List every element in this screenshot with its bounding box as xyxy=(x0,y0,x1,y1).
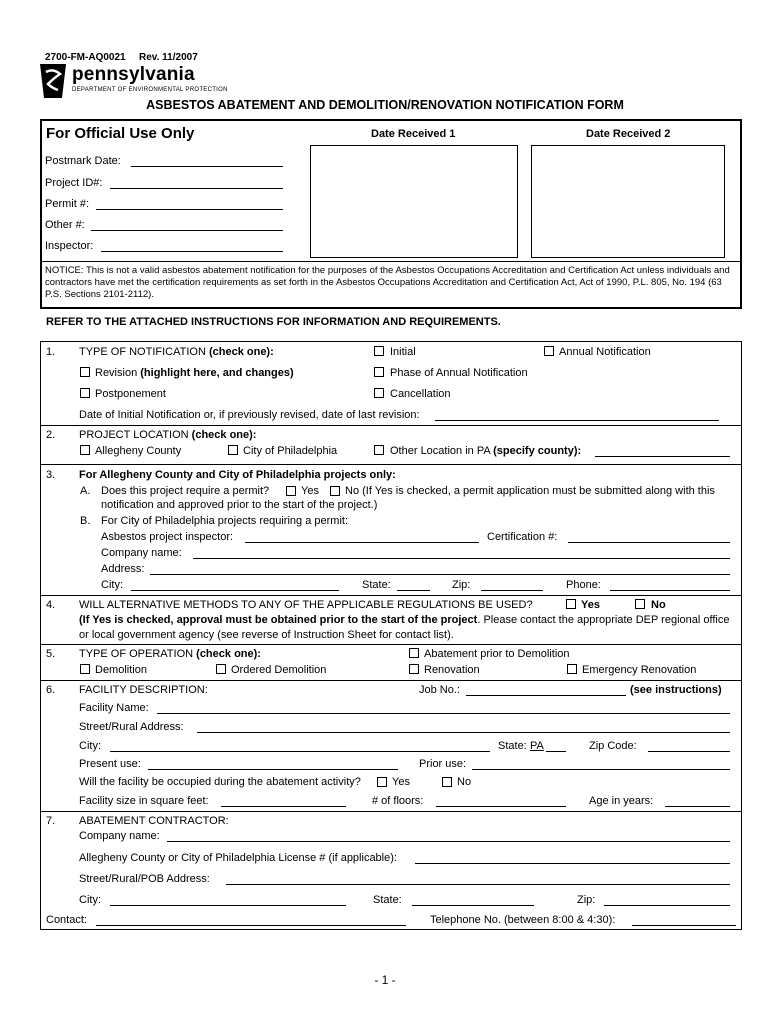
contact-field[interactable] xyxy=(96,925,406,926)
notice-divider xyxy=(40,261,742,262)
present-use-label: Present use: xyxy=(79,758,141,770)
revision-date-label: Date of Initial Notification or, if previously revised, date of last revision: xyxy=(79,409,420,421)
facility-state-underline xyxy=(546,751,566,752)
other-location-checkbox[interactable] xyxy=(374,445,384,455)
facility-size-field[interactable] xyxy=(221,806,346,807)
section-divider xyxy=(40,425,741,426)
section-divider xyxy=(40,644,741,645)
notice-text: NOTICE: This is not a valid asbestos abatement notification for the purposes of the Asbestos Occupations Accreditation and Certification Act unless individuals and contractors have met the certification requirements as set forth in the Asbestos Occupations Accreditation and Certification Act, Act of 1990, P.L. 805, No. 194 (63 P.S. Sections 2101-2112). xyxy=(45,265,730,300)
alternative-methods-note: (If Yes is checked, approval must be obtained prior to the start of the project. Please contact the appropriate DEP regional office or local government agency (see reverse of Instruction Sheet for contact list). xyxy=(79,614,730,641)
project-id-label: Project ID#: xyxy=(45,177,103,189)
date-received-2-label: Date Received 2 xyxy=(586,128,671,140)
phase-annual-label: Phase of Annual Notification xyxy=(390,367,528,379)
section-divider xyxy=(40,595,741,596)
postmark-label: Postmark Date: xyxy=(45,155,121,167)
form-id: 2700-FM-AQ0021 xyxy=(45,52,126,63)
permit-no-checkbox[interactable] xyxy=(330,486,340,496)
permit-no-label: No (If Yes is checked, a permit application must be submitted along with this xyxy=(345,485,715,497)
section-divider xyxy=(40,811,741,812)
official-use-heading: For Official Use Only xyxy=(46,125,195,142)
s3-state-field[interactable] xyxy=(397,590,430,591)
contractor-city-field[interactable] xyxy=(110,905,346,906)
occupied-no-checkbox[interactable] xyxy=(442,777,452,787)
job-no-label: Job No.: xyxy=(419,684,460,696)
see-instructions: (see instructions) xyxy=(630,684,722,696)
section-3-heading: For Allegheny County and City of Philadelphia projects only: xyxy=(79,469,396,481)
date-received-1-box[interactable] xyxy=(310,145,518,258)
abatement-prior-checkbox[interactable] xyxy=(409,648,419,658)
allegheny-label: Allegheny County xyxy=(95,445,182,457)
renovation-checkbox[interactable] xyxy=(409,664,419,674)
facility-state-label: State: xyxy=(498,740,527,752)
telephone-label: Telephone No. (between 8:00 & 4:30): xyxy=(430,914,616,926)
contractor-city-label: City: xyxy=(79,894,101,906)
floors-field[interactable] xyxy=(436,806,566,807)
occupied-yes-label: Yes xyxy=(392,776,410,788)
permit-yes-checkbox[interactable] xyxy=(286,486,296,496)
section-7-number: 7. xyxy=(46,815,56,827)
cancellation-checkbox[interactable] xyxy=(374,388,384,398)
s3-phone-field[interactable] xyxy=(610,590,730,591)
section-1-number: 1. xyxy=(46,346,56,358)
allegheny-checkbox[interactable] xyxy=(80,445,90,455)
facility-description-label: FACILITY DESCRIPTION: xyxy=(79,684,208,696)
license-label: Allegheny County or City of Philadelphia License # (if applicable): xyxy=(79,852,397,864)
contact-label: Contact: xyxy=(46,914,87,926)
license-field[interactable] xyxy=(415,863,730,864)
form-title: ASBESTOS ABATEMENT AND DEMOLITION/RENOVATION NOTIFICATION FORM xyxy=(146,98,624,112)
permit-yes-label: Yes xyxy=(301,485,319,497)
inspector-label: Inspector: xyxy=(45,240,94,252)
initial-label: Initial xyxy=(390,346,416,358)
contractor-zip-field[interactable] xyxy=(604,905,730,906)
s3-city-field[interactable] xyxy=(131,590,339,591)
emergency-renovation-checkbox[interactable] xyxy=(567,664,577,674)
alternative-methods-question: WILL ALTERNATIVE METHODS TO ANY OF THE APPLICABLE REGULATIONS BE USED? xyxy=(79,599,533,611)
revision-label: Revision (highlight here, and changes) xyxy=(95,367,294,379)
emergency-renovation-label: Emergency Renovation xyxy=(582,664,697,676)
annual-notification-checkbox[interactable] xyxy=(544,346,554,356)
phase-annual-checkbox[interactable] xyxy=(374,367,384,377)
permit-field[interactable] xyxy=(96,209,283,210)
s3-company-field[interactable] xyxy=(193,558,730,559)
facility-city-label: City: xyxy=(79,740,101,752)
abatement-contractor-label: ABATEMENT CONTRACTOR: xyxy=(79,815,229,827)
s3-state-label: State: xyxy=(362,579,391,591)
s3-phone-label: Phone: xyxy=(566,579,601,591)
section-divider xyxy=(40,464,741,465)
postmark-field[interactable] xyxy=(131,166,283,167)
certification-field[interactable] xyxy=(568,542,730,543)
ordered-demolition-label: Ordered Demolition xyxy=(231,664,327,676)
section-4-number: 4. xyxy=(46,599,56,611)
facility-size-label: Facility size in square feet: xyxy=(79,795,209,807)
page-number: - 1 - xyxy=(374,973,396,987)
s3-zip-field[interactable] xyxy=(481,590,543,591)
alternative-no-label: No xyxy=(651,599,666,611)
date-received-2-box[interactable] xyxy=(531,145,725,258)
certification-label: Certification #: xyxy=(487,531,558,543)
occupied-yes-checkbox[interactable] xyxy=(377,777,387,787)
age-field[interactable] xyxy=(665,806,730,807)
project-inspector-field[interactable] xyxy=(245,542,479,543)
postponement-label: Postponement xyxy=(95,388,166,400)
demolition-label: Demolition xyxy=(95,664,147,676)
project-id-field[interactable] xyxy=(110,188,283,189)
other-number-field[interactable] xyxy=(91,230,283,231)
section-divider xyxy=(40,680,741,681)
telephone-field[interactable] xyxy=(632,925,736,926)
age-label: Age in years: xyxy=(589,795,654,807)
prior-use-label: Prior use: xyxy=(419,758,467,770)
facility-street-label: Street/Rural Address: xyxy=(79,721,184,733)
contractor-company-label: Company name: xyxy=(79,830,160,842)
postponement-checkbox[interactable] xyxy=(80,388,90,398)
s3-address-field[interactable] xyxy=(150,574,730,575)
s3-company-label: Company name: xyxy=(101,547,182,559)
demolition-checkbox[interactable] xyxy=(80,664,90,674)
contractor-state-field[interactable] xyxy=(412,905,534,906)
philadelphia-permit-text: For City of Philadelphia projects requiring a permit: xyxy=(101,515,349,527)
date-received-1-label: Date Received 1 xyxy=(371,128,456,140)
job-no-field[interactable] xyxy=(466,695,626,696)
inspector-field[interactable] xyxy=(101,251,283,252)
annual-notification-label: Annual Notification xyxy=(559,346,651,358)
section-2-number: 2. xyxy=(46,429,56,441)
section-6-number: 6. xyxy=(46,684,56,696)
permit-label: Permit #: xyxy=(45,198,90,210)
facility-city-field[interactable] xyxy=(110,751,490,752)
contractor-company-field[interactable] xyxy=(167,841,730,842)
s3-address-label: Address: xyxy=(101,563,145,575)
facility-street-field[interactable] xyxy=(197,732,730,733)
section-5-number: 5. xyxy=(46,648,56,660)
occupied-no-label: No xyxy=(457,776,472,788)
question-a-letter: A. xyxy=(80,485,91,497)
alternative-yes-checkbox[interactable] xyxy=(566,599,576,609)
cancellation-label: Cancellation xyxy=(390,388,451,400)
other-number-label: Other #: xyxy=(45,219,85,231)
pa-logo xyxy=(38,62,68,103)
present-use-field[interactable] xyxy=(148,769,398,770)
alternative-no-checkbox[interactable] xyxy=(635,599,645,609)
facility-name-label: Facility Name: xyxy=(79,702,149,714)
contractor-state-label: State: xyxy=(373,894,402,906)
ordered-demolition-checkbox[interactable] xyxy=(216,664,226,674)
logo-department: DEPARTMENT OF ENVIRONMENTAL PROTECTION xyxy=(72,87,228,93)
section-2-label: PROJECT LOCATION (check one): xyxy=(79,429,257,441)
contractor-zip-label: Zip: xyxy=(577,894,596,906)
alternative-yes-label: Yes xyxy=(581,599,600,611)
section-3-number: 3. xyxy=(46,469,56,481)
revision-date: Rev. 11/2007 xyxy=(139,52,198,63)
permit-question: Does this project require a permit? xyxy=(101,485,270,497)
s3-city-label: City: xyxy=(101,579,123,591)
facility-state-value[interactable]: PA xyxy=(530,740,544,752)
county-field[interactable] xyxy=(595,456,730,457)
logo-wordmark: pennsylvania xyxy=(72,64,195,85)
permit-question-continued: notification and approved prior to the start of the project.) xyxy=(101,499,378,511)
revision-date-field[interactable] xyxy=(435,420,719,421)
floors-label: # of floors: xyxy=(372,795,424,807)
abatement-prior-label: Abatement prior to Demolition xyxy=(424,648,570,660)
facility-zip-field[interactable] xyxy=(648,751,730,752)
occupied-question: Will the facility be occupied during the abatement activity? xyxy=(79,776,361,788)
contractor-street-label: Street/Rural/POB Address: xyxy=(79,873,210,885)
facility-zip-label: Zip Code: xyxy=(589,740,637,752)
section-1-label: TYPE OF NOTIFICATION (check one): xyxy=(79,346,274,358)
section-5-label: TYPE OF OPERATION (check one): xyxy=(79,648,261,660)
prior-use-field[interactable] xyxy=(472,769,730,770)
philadelphia-checkbox[interactable] xyxy=(228,445,238,455)
project-inspector-label: Asbestos project inspector: xyxy=(101,531,234,543)
philadelphia-label: City of Philadelphia xyxy=(243,445,338,457)
initial-checkbox[interactable] xyxy=(374,346,384,356)
keystone-icon xyxy=(38,62,68,100)
other-location-label: Other Location in PA (specify county): xyxy=(390,445,582,457)
facility-name-field[interactable] xyxy=(157,713,730,714)
contractor-street-field[interactable] xyxy=(226,884,730,885)
question-b-letter: B. xyxy=(80,515,91,527)
renovation-label: Renovation xyxy=(424,664,480,676)
revision-checkbox[interactable] xyxy=(80,367,90,377)
refer-instructions: REFER TO THE ATTACHED INSTRUCTIONS FOR INFORMATION AND REQUIREMENTS. xyxy=(46,316,501,328)
s3-zip-label: Zip: xyxy=(452,579,471,591)
